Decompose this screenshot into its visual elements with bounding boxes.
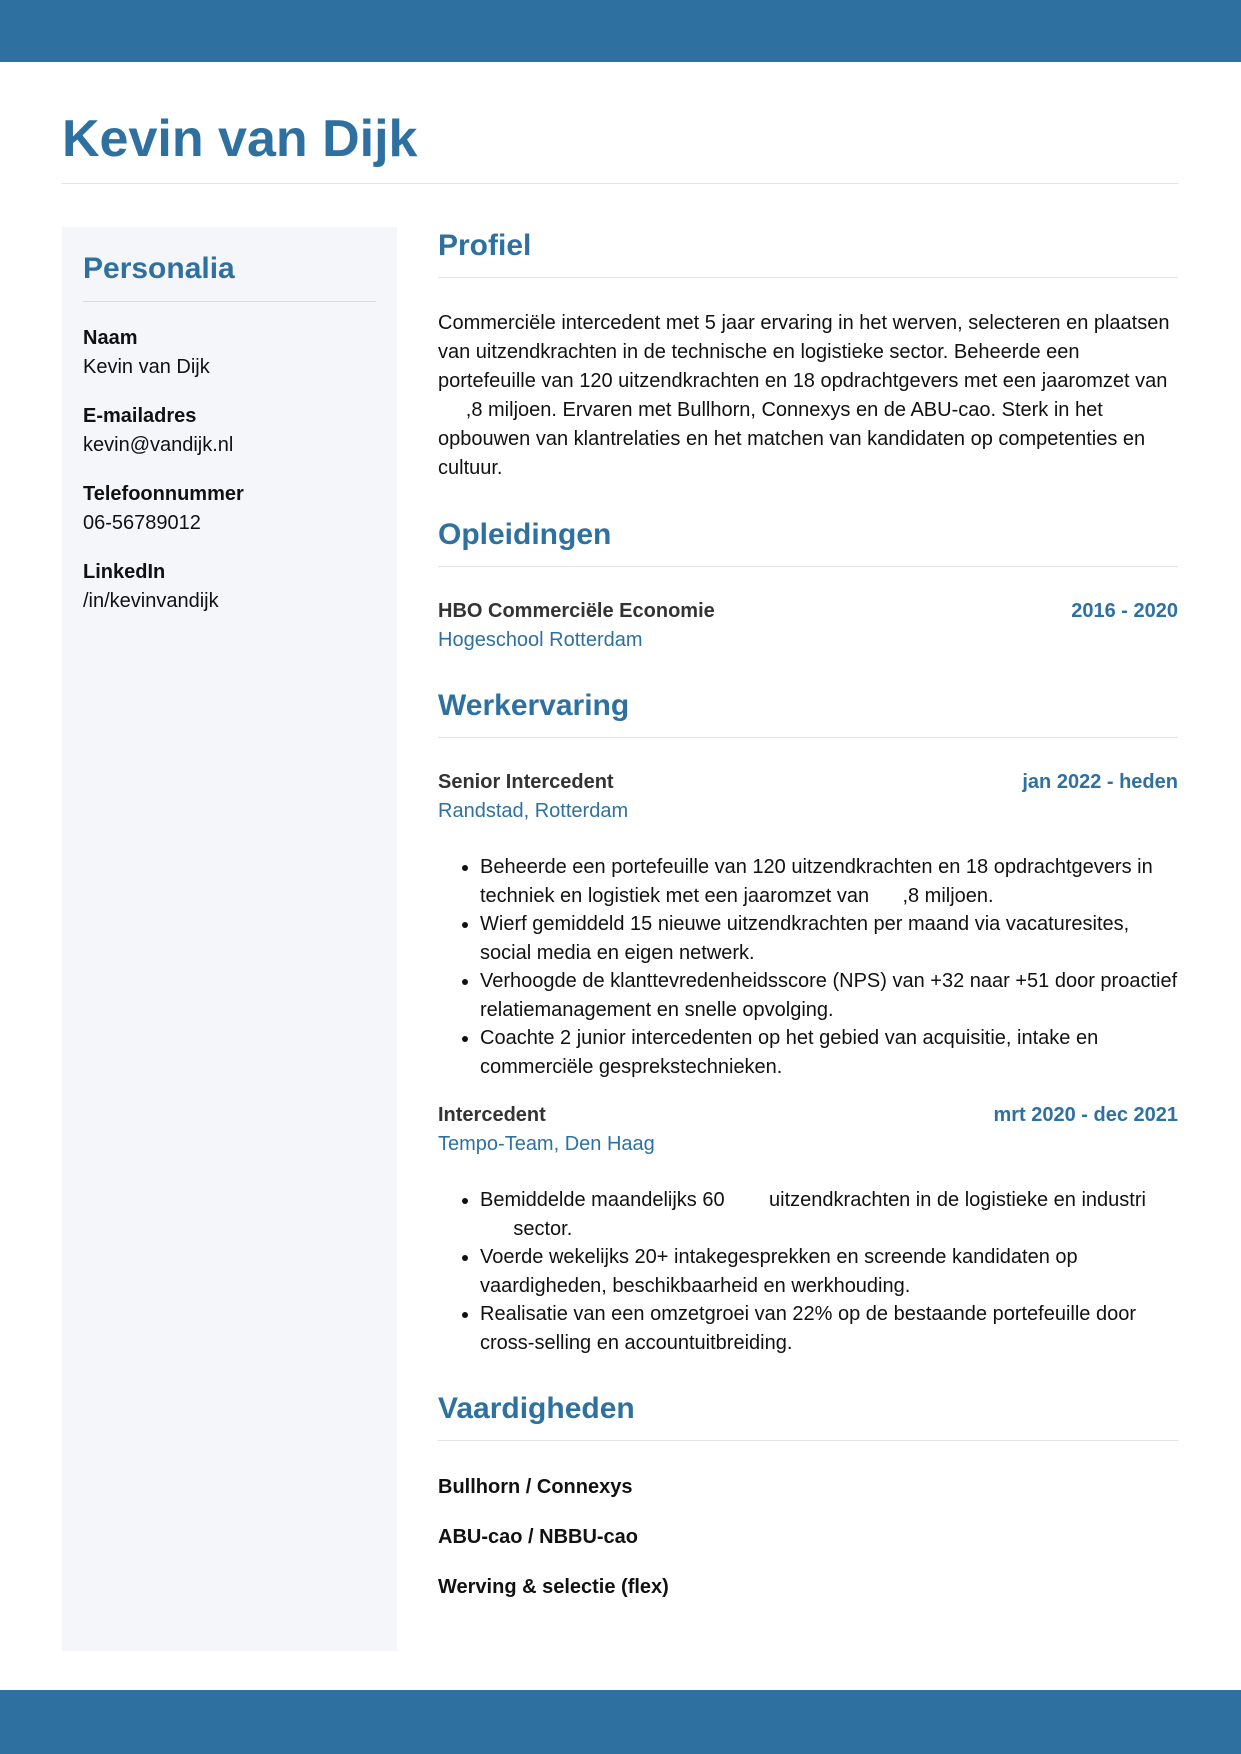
- entry-company: Tempo-Team, Den Haag: [438, 1133, 655, 1155]
- entry-title: HBO Commerciële Economie: [438, 600, 715, 622]
- section-title: Opleidingen: [438, 515, 1178, 567]
- bullet-item: • Beheerde een portefeuille van 120 uitzendkrachten en 18 opdrachtgevers in techniek en logistiek met een jaaromzet van ,8 miljoen.: [480, 853, 1178, 910]
- experience-section: [438, 686, 1178, 1357]
- entry-date: mrt 2020 - dec 2021: [993, 1104, 1178, 1126]
- field-email: [83, 402, 376, 460]
- skill-item: Werving & selectie (flex): [438, 1576, 669, 1598]
- personalia-sidebar: [62, 227, 397, 1651]
- field-label: LinkedIn: [83, 561, 166, 583]
- section-title: Werkervaring: [438, 686, 1178, 738]
- profile-section: [438, 226, 1178, 483]
- sidebar-title: Personalia: [83, 249, 376, 302]
- field-phone: [83, 480, 376, 538]
- profile-text: Commerciële intercedent met 5 jaar ervaring in het werven, selecteren en plaatsen van uitzendkrachten in de technische en logistieke sector. Beheerde een portefeuille van 120 uitzendkrachten en 18 opdrachtgevers met een jaaromzet van ,8 miljoen. Ervaren met Bullhorn, Connexys en de ABU-cao. Sterk in het opbouwen van klantrelaties en het matchen van kandidaten op competenties en cultuur.: [438, 312, 1170, 479]
- experience-entry: [438, 768, 1178, 1081]
- entry-company: Randstad, Rotterdam: [438, 800, 629, 822]
- top-banner: [0, 0, 1241, 62]
- education-entry: [438, 597, 1178, 655]
- skills-section: [438, 1389, 1178, 1602]
- skill-item: ABU-cao / NBBU-cao: [438, 1526, 639, 1548]
- bullet-item: • Realisatie van een omzetgroei van 22% op de bestaande portefeuille door cross-selling en accountuitbreiding.: [480, 1300, 1178, 1357]
- experience-entry: [438, 1101, 1178, 1357]
- bullet-list: [438, 853, 1178, 1081]
- field-value: 06-56789012: [83, 512, 201, 534]
- skills-list: [438, 1473, 1178, 1602]
- entry-title: Intercedent: [438, 1104, 546, 1126]
- field-naam: [83, 324, 376, 382]
- bullet-list: [438, 1186, 1178, 1357]
- field-label: Naam: [83, 327, 138, 349]
- field-linkedin: [83, 558, 376, 616]
- entry-institution: Hogeschool Rotterdam: [438, 629, 643, 651]
- bullet-item: • Bemiddelde maandelijks 60 uitzendkrachten in de logistieke en industri sector.: [480, 1186, 1178, 1243]
- field-value: kevin@vandijk.nl: [83, 434, 234, 456]
- entry-date: 2016 - 2020: [1071, 600, 1178, 622]
- main-content: [438, 226, 1178, 1623]
- education-section: [438, 515, 1178, 655]
- entry-title: Senior Intercedent: [438, 771, 614, 793]
- field-label: E-mailadres: [83, 405, 197, 427]
- section-title: Profiel: [438, 226, 1178, 278]
- entry-date: jan 2022 - heden: [1022, 771, 1178, 793]
- field-value: /in/kevinvandijk: [83, 590, 219, 612]
- title-divider: [62, 183, 1178, 184]
- field-value: Kevin van Dijk: [83, 356, 210, 378]
- bullet-item: • Verhoogde de klanttevredenheidsscore (NPS) van +32 naar +51 door proactief relatiemanagement en snelle opvolging.: [480, 967, 1178, 1024]
- bullet-item: • Wierf gemiddeld 15 nieuwe uitzendkrachten per maand via vacaturesites, social media en eigen netwerk.: [480, 910, 1178, 967]
- section-title: Vaardigheden: [438, 1389, 1178, 1441]
- bottom-banner: [0, 1690, 1241, 1754]
- bullet-item: • Voerde wekelijks 20+ intakegesprekken en screende kandidaten op vaardigheden, beschikbaarheid en werkhouding.: [480, 1243, 1178, 1300]
- page-title: Kevin van Dijk: [62, 110, 418, 168]
- skill-item: Bullhorn / Connexys: [438, 1476, 633, 1498]
- field-label: Telefoonnummer: [83, 483, 244, 505]
- bullet-item: • Coachte 2 junior intercedenten op het gebied van acquisitie, intake en commerciële gesprekstechnieken.: [480, 1024, 1178, 1081]
